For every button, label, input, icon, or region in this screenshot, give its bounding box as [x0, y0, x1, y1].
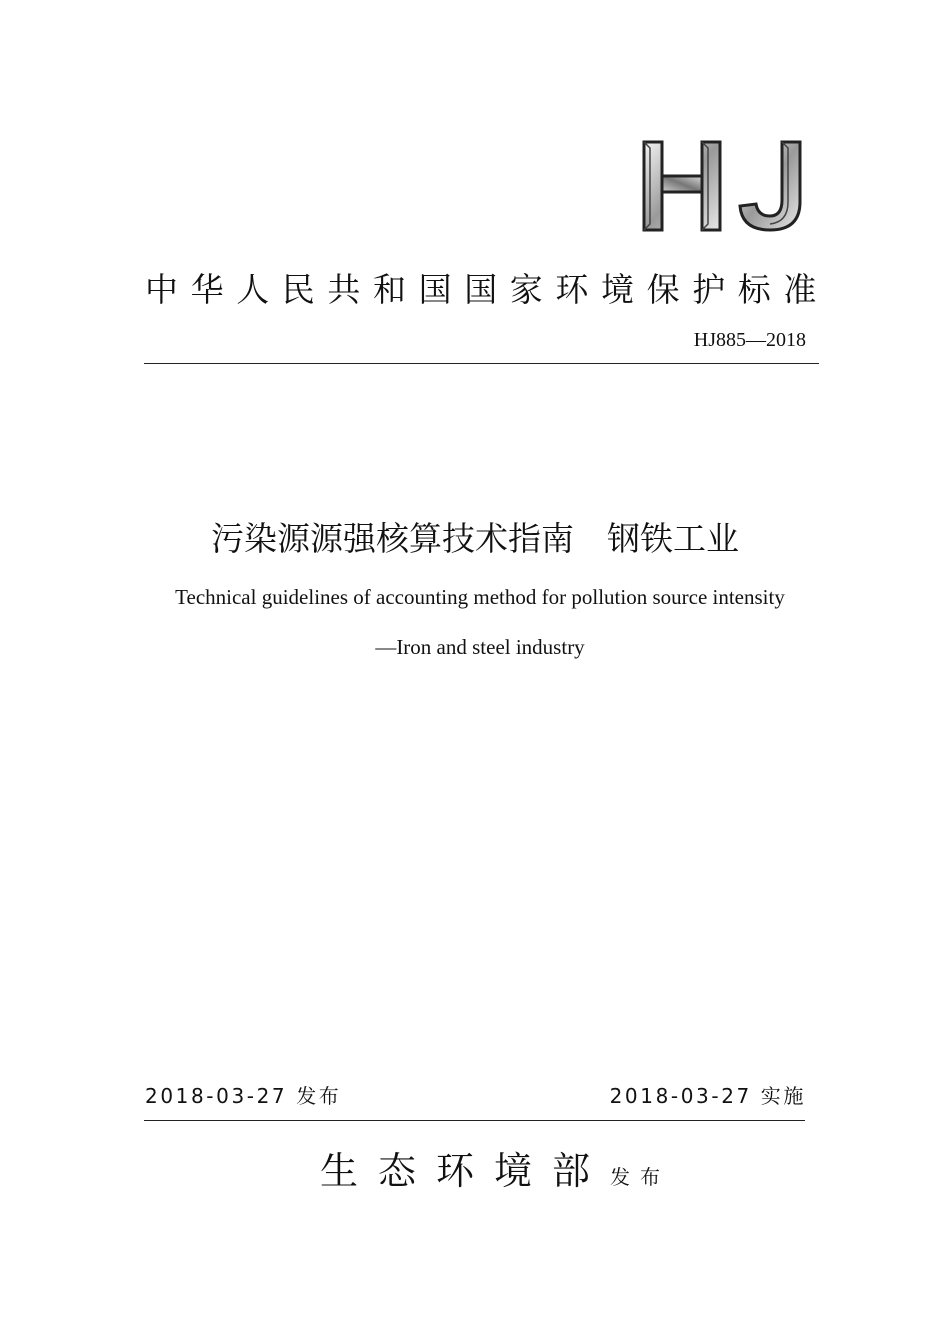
document-title-english-line2: —Iron and steel industry: [375, 635, 585, 659]
hj-logo: [640, 140, 805, 232]
hj-logo-graphic: [640, 140, 805, 232]
logo-letter-h: [644, 142, 720, 230]
issuer-suffix: 发布: [610, 1165, 671, 1189]
standard-code: HJ885—2018: [693, 329, 806, 351]
document-title-english-line1: Technical guidelines of accounting method for pollution source intensity: [175, 585, 785, 609]
bottom-divider: [144, 1120, 805, 1121]
standard-body-name: 中华人民共和国国家环境保护标准: [145, 270, 829, 309]
issuer-line: [320, 1146, 670, 1202]
implementation-date: 2018-03-27 实施: [609, 1084, 806, 1108]
issuer-name: 生态环境部: [320, 1149, 611, 1193]
document-title-chinese: 污染源源强核算技术指南 钢铁工业: [211, 519, 739, 558]
top-divider: [144, 363, 819, 364]
issue-date: 2018-03-27 发布: [145, 1084, 342, 1108]
logo-letter-j: [740, 142, 800, 230]
